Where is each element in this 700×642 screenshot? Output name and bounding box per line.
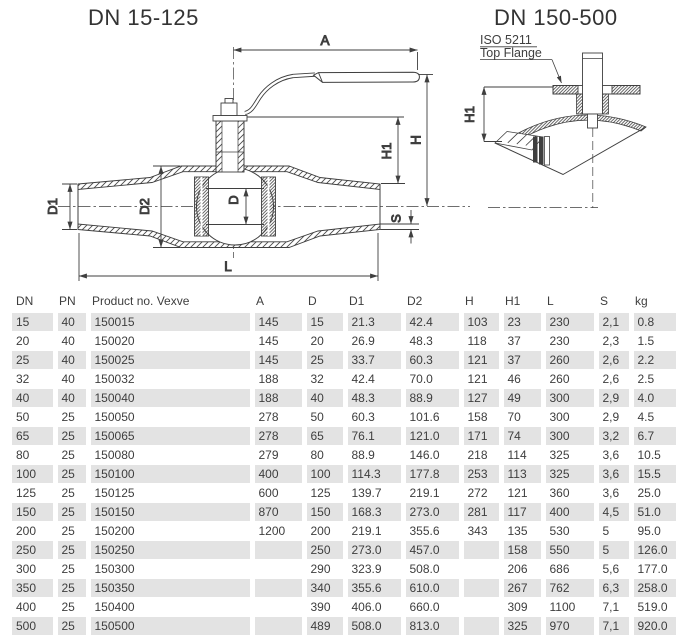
table-cell: 65 <box>12 427 55 446</box>
table-row <box>12 351 678 370</box>
table-cell: 40 <box>55 351 88 370</box>
table-cell <box>252 560 304 579</box>
table-cell: 40 <box>55 313 88 332</box>
table-cell: 125 <box>12 484 55 503</box>
stem-plate <box>213 116 247 122</box>
table-cell: 121 <box>501 484 543 503</box>
column-header: D2 <box>407 294 423 308</box>
table-cell: 150100 <box>88 465 252 484</box>
table-cell: 762 <box>543 579 596 598</box>
table-row <box>12 617 678 636</box>
column-header: A <box>256 294 265 308</box>
table-cell: 51.0 <box>631 503 678 522</box>
table-cell: 400 <box>543 503 596 522</box>
table-cell: 150400 <box>88 598 252 617</box>
table-cell: 42.4 <box>345 370 403 389</box>
table-cell: 150125 <box>88 484 252 503</box>
table-body <box>12 313 678 636</box>
table-cell: 150150 <box>88 503 252 522</box>
table-cell: 325 <box>543 465 596 484</box>
table-cell: 135 <box>501 522 543 541</box>
table-cell: 103 <box>461 313 501 332</box>
table-cell: 150015 <box>88 313 252 332</box>
table-cell <box>252 598 304 617</box>
table-cell: 300 <box>543 389 596 408</box>
table-cell: 260 <box>543 351 596 370</box>
table-cell: 150040 <box>88 389 252 408</box>
column-header: D <box>308 294 317 308</box>
seat-left <box>195 177 209 236</box>
table-cell: 168.3 <box>345 503 403 522</box>
table-cell: 25 <box>55 484 88 503</box>
table-cell <box>461 617 501 636</box>
dim-label-D1: D1 <box>45 198 60 215</box>
table-cell: 309 <box>501 598 543 617</box>
table-cell <box>461 598 501 617</box>
right-valve-diagram <box>462 33 646 208</box>
table-row <box>12 579 678 598</box>
table-cell: 80 <box>12 446 55 465</box>
table-cell: 273.0 <box>403 503 461 522</box>
table-cell: 218 <box>461 446 501 465</box>
table-cell: 278 <box>252 408 304 427</box>
dim-label-H1-right: H1 <box>462 106 477 123</box>
table-cell: 4.0 <box>631 389 678 408</box>
table-cell: 70 <box>501 408 543 427</box>
table-cell: 1100 <box>543 598 596 617</box>
dim-label-S: S <box>388 214 404 223</box>
table-cell: 355.6 <box>403 522 461 541</box>
table-cell: 5 <box>596 541 631 560</box>
table-row <box>12 598 678 617</box>
table-cell: 150500 <box>88 617 252 636</box>
table-row <box>12 522 678 541</box>
table-row <box>12 560 678 579</box>
table-cell: 400 <box>12 598 55 617</box>
valve-technical-drawing <box>0 0 700 292</box>
table-cell: 171 <box>461 427 501 446</box>
table-cell: 870 <box>252 503 304 522</box>
column-header: H1 <box>505 294 521 308</box>
table-cell: 2,1 <box>596 313 631 332</box>
table-cell: 15.5 <box>631 465 678 484</box>
table-cell: 25 <box>12 351 55 370</box>
table-cell: 25 <box>55 465 88 484</box>
table-cell: 7,1 <box>596 617 631 636</box>
stem-assembly <box>213 99 247 173</box>
table-cell: 150350 <box>88 579 252 598</box>
table-cell: 3,6 <box>596 446 631 465</box>
table-cell: 76.1 <box>345 427 403 446</box>
table-cell: 150050 <box>88 408 252 427</box>
flange-note-leader <box>552 60 562 83</box>
table-cell: 200 <box>304 522 345 541</box>
stem-stub <box>588 114 598 128</box>
diagram-title-right: DN 150-500 <box>494 5 618 30</box>
table-cell: 1.5 <box>631 332 678 351</box>
table-cell: 125 <box>304 484 345 503</box>
table-cell: 145 <box>252 313 304 332</box>
table-cell <box>252 579 304 598</box>
table-cell: 113 <box>501 465 543 484</box>
table-cell: 88.9 <box>345 446 403 465</box>
table-cell: 101.6 <box>403 408 461 427</box>
table-cell: 6,3 <box>596 579 631 598</box>
table-cell: 500 <box>12 617 55 636</box>
table-cell: 46 <box>501 370 543 389</box>
table-row <box>12 332 678 351</box>
table-cell: 100 <box>304 465 345 484</box>
table-cell: 508.0 <box>345 617 403 636</box>
table-cell: 300 <box>543 427 596 446</box>
table-cell: 25 <box>55 617 88 636</box>
table-cell: 4.5 <box>631 408 678 427</box>
dim-label-D: D <box>226 195 241 205</box>
table-cell: 600 <box>252 484 304 503</box>
dim-label-H1: H1 <box>379 142 394 160</box>
table-cell: 25 <box>55 503 88 522</box>
table-cell: 37 <box>501 332 543 351</box>
table-row <box>12 541 678 560</box>
table-cell: 813.0 <box>403 617 461 636</box>
table-cell: 121.0 <box>403 427 461 446</box>
table-cell: 25 <box>55 446 88 465</box>
column-header: Product no. Vexve <box>92 294 190 308</box>
table-cell: 150032 <box>88 370 252 389</box>
flange-note <box>480 33 562 83</box>
table-cell <box>252 617 304 636</box>
flange-note-line2: Top Flange <box>480 46 542 60</box>
table-cell: 25 <box>55 541 88 560</box>
table-cell <box>461 579 501 598</box>
table-cell: 20 <box>304 332 345 351</box>
table-cell: 188 <box>252 370 304 389</box>
table-cell: 5,6 <box>596 560 631 579</box>
table-cell: 0.8 <box>631 313 678 332</box>
table-cell: 1200 <box>252 522 304 541</box>
table-header-row <box>12 291 678 313</box>
table-cell: 920.0 <box>631 617 678 636</box>
table-cell: 5 <box>596 522 631 541</box>
table-cell: 2,9 <box>596 408 631 427</box>
table-row <box>12 503 678 522</box>
table-cell: 279 <box>252 446 304 465</box>
table-cell: 50 <box>12 408 55 427</box>
table-cell: 206 <box>501 560 543 579</box>
table-cell: 150250 <box>88 541 252 560</box>
table-cell: 2.2 <box>631 351 678 370</box>
stem-cap <box>225 99 233 104</box>
table-cell: 188 <box>252 389 304 408</box>
table-cell: 20 <box>12 332 55 351</box>
table-cell <box>461 560 501 579</box>
table-cell: 230 <box>543 313 596 332</box>
table-cell: 10.5 <box>631 446 678 465</box>
table-cell: 48.3 <box>345 389 403 408</box>
table-cell: 25.0 <box>631 484 678 503</box>
table-cell: 660.0 <box>403 598 461 617</box>
table-cell: 390 <box>304 598 345 617</box>
table-cell: 150080 <box>88 446 252 465</box>
table-cell: 278 <box>252 427 304 446</box>
table-cell: 150200 <box>88 522 252 541</box>
table-cell: 21.3 <box>345 313 403 332</box>
column-header: PN <box>59 294 76 308</box>
table-cell: 325 <box>501 617 543 636</box>
table-cell: 65 <box>304 427 345 446</box>
table-cell: 33.7 <box>345 351 403 370</box>
table-cell: 6.7 <box>631 427 678 446</box>
table-cell: 400 <box>252 465 304 484</box>
flange-note-line1: ISO 5211 <box>480 33 532 47</box>
table-cell: 60.3 <box>345 408 403 427</box>
table-cell: 550 <box>543 541 596 560</box>
table-cell: 32 <box>304 370 345 389</box>
table-cell: 406.0 <box>345 598 403 617</box>
table-cell: 127 <box>461 389 501 408</box>
table-cell: 40 <box>304 389 345 408</box>
seat-right <box>262 177 276 236</box>
table-cell: 267 <box>501 579 543 598</box>
table-cell: 121 <box>461 351 501 370</box>
table-cell <box>252 541 304 560</box>
table-cell: 50 <box>304 408 345 427</box>
table-cell: 49 <box>501 389 543 408</box>
table-cell: 114 <box>501 446 543 465</box>
table-cell: 200 <box>12 522 55 541</box>
table-cell: 23 <box>501 313 543 332</box>
table-cell: 457.0 <box>403 541 461 560</box>
table-cell: 177.0 <box>631 560 678 579</box>
table-cell: 290 <box>304 560 345 579</box>
dimension-table <box>12 291 681 636</box>
stem-nut <box>221 103 237 116</box>
dim-label-D2: D2 <box>137 198 152 215</box>
table-cell: 3,6 <box>596 484 631 503</box>
table-cell: 355.6 <box>345 579 403 598</box>
table-cell: 281 <box>461 503 501 522</box>
table-row <box>12 446 678 465</box>
table-cell: 4,5 <box>596 503 631 522</box>
table-cell: 219.1 <box>403 484 461 503</box>
table-cell: 325 <box>543 446 596 465</box>
table-cell: 300 <box>12 560 55 579</box>
table-cell: 158 <box>461 408 501 427</box>
table-cell: 3,6 <box>596 465 631 484</box>
table-cell: 2,6 <box>596 351 631 370</box>
table-cell: 25 <box>55 427 88 446</box>
table-cell: 230 <box>543 332 596 351</box>
table-cell: 118 <box>461 332 501 351</box>
table-cell: 150065 <box>88 427 252 446</box>
table-cell: 970 <box>543 617 596 636</box>
table-cell: 48.3 <box>403 332 461 351</box>
table-cell: 150 <box>304 503 345 522</box>
table-cell: 40 <box>12 389 55 408</box>
table-cell: 25 <box>55 522 88 541</box>
table-cell: 2,6 <box>596 370 631 389</box>
table-row <box>12 484 678 503</box>
table-cell: 250 <box>304 541 345 560</box>
table-cell: 25 <box>55 560 88 579</box>
table-cell: 258.0 <box>631 579 678 598</box>
table-cell: 273.0 <box>345 541 403 560</box>
table-cell: 272 <box>461 484 501 503</box>
table-cell: 250 <box>12 541 55 560</box>
table-cell: 126.0 <box>631 541 678 560</box>
left-valve-diagram <box>45 33 470 281</box>
column-header: DN <box>16 294 34 308</box>
handle <box>245 72 419 113</box>
column-header: D1 <box>349 294 365 308</box>
table-cell: 2,3 <box>596 332 631 351</box>
table-cell: 40 <box>55 332 88 351</box>
table-row <box>12 427 678 446</box>
table-cell: 117 <box>501 503 543 522</box>
table-cell: 42.4 <box>403 313 461 332</box>
table-cell: 25 <box>55 579 88 598</box>
table-cell: 7,1 <box>596 598 631 617</box>
table-cell: 3,2 <box>596 427 631 446</box>
table-cell: 253 <box>461 465 501 484</box>
dim-label-A: A <box>320 33 330 48</box>
dim-label-L: L <box>224 259 232 274</box>
table-cell: 360 <box>543 484 596 503</box>
table-cell: 219.1 <box>345 522 403 541</box>
table-cell: 519.0 <box>631 598 678 617</box>
handle-grip <box>314 72 420 82</box>
table-cell: 489 <box>304 617 345 636</box>
table-cell: 114.3 <box>345 465 403 484</box>
table-cell: 26.9 <box>345 332 403 351</box>
table-cell: 40 <box>55 389 88 408</box>
table-cell: 25 <box>55 598 88 617</box>
dim-label-H: H <box>408 135 424 145</box>
table-cell: 70.0 <box>403 370 461 389</box>
table-row <box>12 313 678 332</box>
table-cell: 150020 <box>88 332 252 351</box>
table-cell: 25 <box>304 351 345 370</box>
table-cell: 340 <box>304 579 345 598</box>
table-cell: 508.0 <box>403 560 461 579</box>
table-cell: 95.0 <box>631 522 678 541</box>
table-cell: 610.0 <box>403 579 461 598</box>
table-cell: 260 <box>543 370 596 389</box>
table-cell: 100 <box>12 465 55 484</box>
table-cell: 343 <box>461 522 501 541</box>
table-row <box>12 408 678 427</box>
table-cell: 530 <box>543 522 596 541</box>
column-header: kg <box>635 294 648 308</box>
diagram-title-left: DN 15-125 <box>88 5 199 30</box>
table-cell: 146.0 <box>403 446 461 465</box>
table-cell: 300 <box>543 408 596 427</box>
table-cell: 686 <box>543 560 596 579</box>
table-cell: 323.9 <box>345 560 403 579</box>
table-cell: 145 <box>252 351 304 370</box>
table-cell: 2,9 <box>596 389 631 408</box>
column-header: S <box>600 294 609 308</box>
table-cell: 88.9 <box>403 389 461 408</box>
weld-collar <box>533 137 550 166</box>
column-header: L <box>547 294 554 308</box>
table-cell: 150025 <box>88 351 252 370</box>
table-cell: 177.8 <box>403 465 461 484</box>
table-cell: 139.7 <box>345 484 403 503</box>
table-cell: 158 <box>501 541 543 560</box>
table-cell: 145 <box>252 332 304 351</box>
table-cell: 74 <box>501 427 543 446</box>
table-cell: 32 <box>12 370 55 389</box>
table-row <box>12 389 678 408</box>
table-cell: 150 <box>12 503 55 522</box>
table-row <box>12 370 678 389</box>
table-cell: 15 <box>12 313 55 332</box>
table-cell: 60.3 <box>403 351 461 370</box>
table-cell: 37 <box>501 351 543 370</box>
table-cell: 80 <box>304 446 345 465</box>
table-cell: 25 <box>55 408 88 427</box>
table-cell: 2.5 <box>631 370 678 389</box>
table-cell <box>461 541 501 560</box>
dimension-table-wrap <box>12 291 678 636</box>
table-cell: 121 <box>461 370 501 389</box>
table-cell: 15 <box>304 313 345 332</box>
table-cell: 150300 <box>88 560 252 579</box>
column-header: H <box>465 294 474 308</box>
table-cell: 40 <box>55 370 88 389</box>
dimension-A <box>234 50 418 70</box>
table-row <box>12 465 678 484</box>
table-cell: 350 <box>12 579 55 598</box>
